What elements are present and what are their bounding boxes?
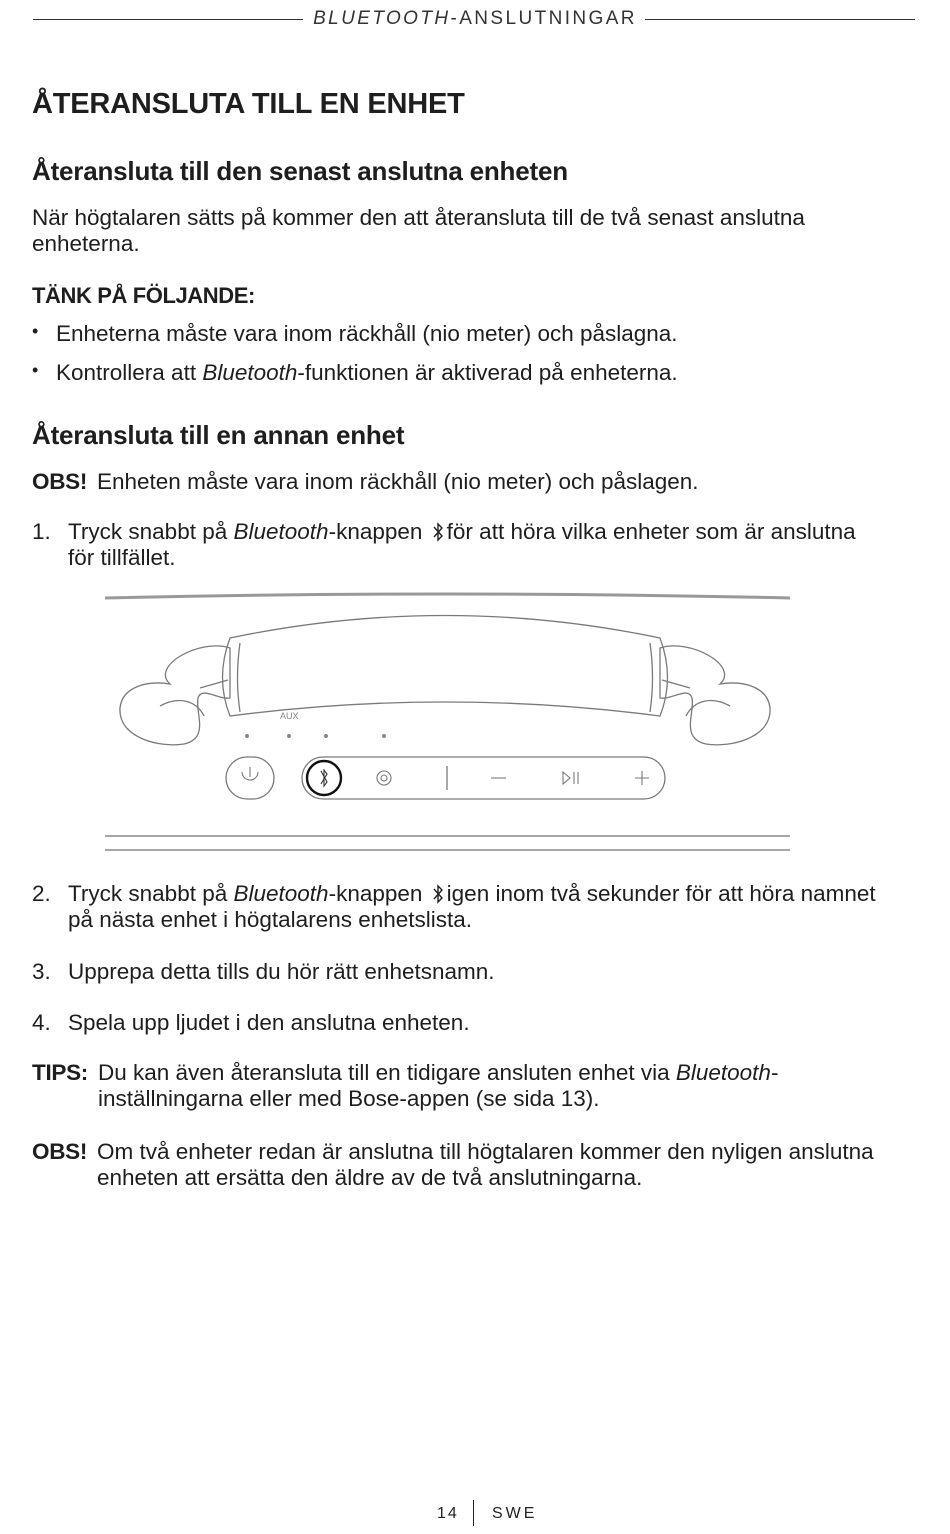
bullet-2-italic: Bluetooth	[202, 360, 298, 385]
obs-text-2	[97, 1139, 917, 1191]
step-2-post: igen inom två sekunder för att höra namnet	[446, 881, 876, 906]
obs-label-2: OBS!	[32, 1139, 88, 1164]
power-button	[226, 757, 274, 799]
step-1-italic: Bluetooth	[233, 519, 329, 544]
bullet-text-2	[56, 360, 678, 386]
step-2-number: 2.	[32, 881, 51, 906]
obs-2-line-2: enheten att ersätta den äldre av de två anslutningarna.	[97, 1165, 643, 1190]
step-1-text	[68, 519, 918, 571]
header-rule-right	[645, 19, 915, 20]
step-1-number: 1.	[32, 519, 51, 544]
step-2-mid: -knappen	[328, 881, 423, 906]
bluetooth-icon	[431, 884, 445, 904]
bullet-dot: •	[32, 360, 39, 380]
section-title: ÅTERANSLUTA TILL EN ENHET	[32, 88, 465, 120]
bluetooth-icon	[431, 522, 445, 542]
step-1-mid: -knappen	[328, 519, 423, 544]
step-3-number: 3.	[32, 959, 51, 984]
tips-label: TIPS:	[32, 1060, 89, 1085]
left-strap	[120, 646, 230, 745]
tips-pre: Du kan även återansluta till en tidigare ansluten enhet via	[98, 1060, 676, 1085]
control-bar	[302, 757, 665, 799]
bullet-2-pre: Kontrollera att	[56, 360, 203, 385]
consider-heading: TÄNK PÅ FÖLJANDE:	[32, 283, 255, 308]
subsection-heading-1: Återansluta till den senast anslutna enheten	[32, 156, 568, 186]
header-italic: BLUETOOTH	[313, 8, 451, 29]
step-2-italic: Bluetooth	[233, 881, 329, 906]
language-code: SWE	[492, 1505, 538, 1522]
tips-line-2: inställningarna eller med Bose-appen (se sida 13).	[98, 1086, 600, 1111]
right-strap	[660, 646, 770, 745]
step-2-pre: Tryck snabbt på	[68, 881, 234, 906]
header-rule-left	[33, 19, 303, 20]
step-1-pre: Tryck snabbt på	[68, 519, 234, 544]
running-header	[305, 8, 645, 30]
bullet-text-1: Enheterna måste vara inom räckhåll (nio meter) och påslagna.	[56, 321, 678, 346]
speaker-top-edge	[105, 594, 790, 598]
bullet-dot: •	[32, 321, 39, 341]
step-3-text: Upprepa detta tills du hör rätt enhetsnamn.	[68, 959, 495, 984]
handle	[223, 616, 668, 717]
step-4-number: 4.	[32, 1010, 51, 1035]
intro-line-2: enheterna.	[32, 231, 140, 256]
aux-label: AUX	[280, 711, 299, 721]
step-2-text	[68, 881, 918, 933]
tips-italic: Bluetooth	[675, 1060, 771, 1085]
bullet-2-post: -funktionen är aktiverad på enheterna.	[297, 360, 678, 385]
subsection-heading-2: Återansluta till en annan enhet	[32, 420, 405, 450]
page-number: 14	[437, 1505, 459, 1522]
intro-line-1: När högtalaren sätts på kommer den att återansluta till de två senast anslutna	[32, 205, 805, 230]
step-4-text: Spela upp ljudet i den anslutna enheten.	[68, 1010, 470, 1035]
obs-2-line-1: Om två enheter redan är anslutna till högtalaren kommer den nyligen anslutna	[97, 1139, 874, 1164]
tips-post: -	[770, 1060, 779, 1085]
tips-text	[98, 1060, 918, 1112]
step-1-line-2: för tillfället.	[68, 545, 176, 570]
intro-paragraph	[32, 205, 805, 257]
step-1-post: för att höra vilka enheter som är anslutna	[446, 519, 856, 544]
obs-label-1: OBS!	[32, 469, 88, 494]
speaker-illustration	[100, 588, 790, 858]
header-rest: -ANSLUTNINGAR	[450, 8, 637, 29]
obs-text-1: Enheten måste vara inom räckhåll (nio meter) och påslagen.	[97, 469, 699, 494]
footer-divider	[473, 1500, 474, 1526]
step-2-line-2: på nästa enhet i högtalarens enhetslista.	[68, 907, 473, 932]
